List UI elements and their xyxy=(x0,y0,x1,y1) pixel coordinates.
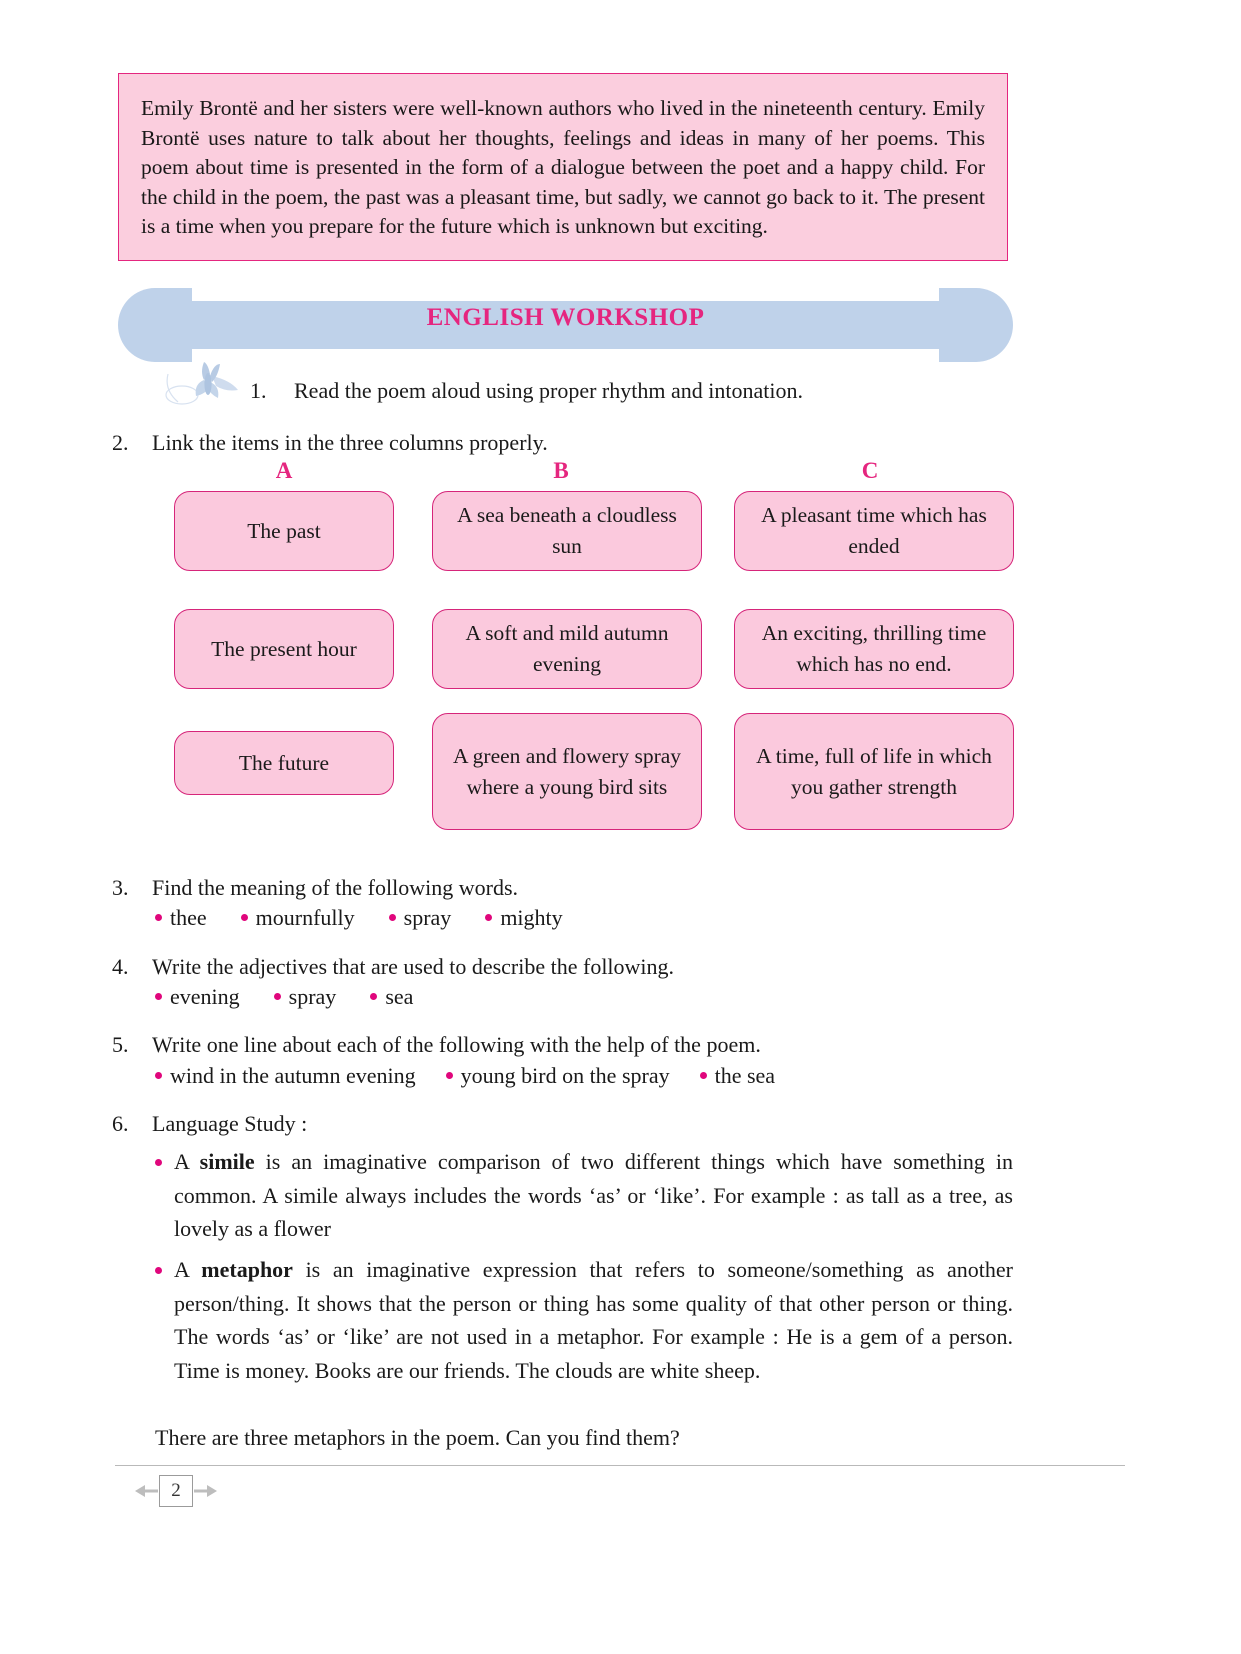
word: young bird on the spray xyxy=(460,1063,670,1088)
matching-column-headers xyxy=(174,458,1012,486)
list-item xyxy=(155,982,240,1012)
question-1 xyxy=(250,376,1010,406)
question-6-text: Language Study : xyxy=(152,1111,308,1136)
list-item xyxy=(155,903,207,933)
page-number-group xyxy=(133,1475,219,1507)
question-5-word-list xyxy=(155,1061,1035,1091)
metaphor-definition xyxy=(155,1253,1013,1387)
metaphor-body: is an imaginative expression that refers to someone/something as another person/thing. It shows that the person or thing has some quality of that other person or thing. The words ‘as’ or ‘like’ are not used in a metaphor. For example : He is a gem of a person. Time is money. Books are our friends. The clouds are white sheep. xyxy=(174,1257,1013,1383)
question-4-text: Write the adjectives that are used to describe the following. xyxy=(152,954,675,979)
intro-callout-box xyxy=(118,73,1008,261)
closing-question: There are three metaphors in the poem. Can you find them? xyxy=(155,1425,680,1450)
intro-paragraph: Emily Brontë and her sisters were well-known authors who lived in the nineteenth century. Emily Brontë uses nature to talk about her thoughts, feelings and ideas in many of her poems. This poem about time is presented in the form of a dialogue between the poet and a happy child. For the child in the poem, the past was a pleasant time, but sadly, we cannot go back to it. The present is a time when you prepare for the future which is unknown but exciting. xyxy=(141,96,985,239)
match-box-b2[interactable]: A soft and mild autumn evening xyxy=(432,609,702,689)
word: evening xyxy=(170,984,240,1009)
match-box-a2[interactable]: The present hour xyxy=(174,609,394,689)
question-3-text: Find the meaning of the following words. xyxy=(152,875,519,900)
bullet-dot-icon xyxy=(155,914,162,921)
bullet-dot-icon xyxy=(700,1072,707,1079)
question-2-text: Link the items in the three columns properly. xyxy=(152,430,548,455)
footer-divider xyxy=(115,1465,1125,1466)
question-5-text: Write one line about each of the following with the help of the poem. xyxy=(152,1032,761,1057)
simile-body: is an imaginative comparison of two different things which have something in common. A simile always includes the words ‘as’ or ‘like’. For example : as tall as a tree, as lovely as a flower xyxy=(174,1149,1013,1241)
question-1-text: Read the poem aloud using proper rhythm and intonation. xyxy=(294,378,803,403)
metaphor-lead: A xyxy=(174,1257,202,1282)
match-box-a3[interactable]: The future xyxy=(174,731,394,795)
column-header-b: B xyxy=(553,458,569,483)
question-5-number: 5. xyxy=(112,1032,129,1057)
bullet-dot-icon xyxy=(155,993,162,1000)
column-header-c: C xyxy=(861,458,879,483)
list-item xyxy=(155,1061,416,1091)
simile-lead: A xyxy=(174,1149,200,1174)
word: mournfully xyxy=(255,905,355,930)
bullet-dot-icon xyxy=(241,914,248,921)
question-4 xyxy=(112,952,1012,982)
metaphor-term: metaphor xyxy=(201,1257,293,1282)
bullet-dot-icon xyxy=(155,1267,162,1274)
question-5 xyxy=(112,1030,1012,1060)
list-item xyxy=(700,1061,775,1091)
question-3-word-list xyxy=(155,903,1015,933)
question-4-word-list xyxy=(155,982,1015,1012)
list-item xyxy=(241,903,355,933)
left-arrow-icon xyxy=(133,1482,159,1500)
list-item xyxy=(485,903,562,933)
matching-grid xyxy=(174,491,1014,841)
page-footer xyxy=(115,1465,1125,1525)
word: spray xyxy=(288,984,337,1009)
word: the sea xyxy=(714,1063,776,1088)
word: spray xyxy=(403,905,452,930)
matching-row xyxy=(174,711,1014,841)
match-box-c2[interactable]: An exciting, thrilling time which has no end. xyxy=(734,609,1014,689)
question-2-number: 2. xyxy=(112,430,129,455)
word: mighty xyxy=(500,905,563,930)
metaphor-definition-text xyxy=(174,1253,1013,1387)
question-3 xyxy=(112,873,1012,903)
word: wind in the autumn evening xyxy=(170,1063,416,1088)
list-item xyxy=(370,982,413,1012)
page-number: 2 xyxy=(159,1475,193,1507)
matching-row xyxy=(174,491,1014,591)
bullet-dot-icon xyxy=(274,993,281,1000)
right-arrow-icon xyxy=(193,1482,219,1500)
english-workshop-banner xyxy=(118,288,1013,362)
question-4-number: 4. xyxy=(112,954,129,979)
question-6 xyxy=(112,1109,1012,1139)
question-3-number: 3. xyxy=(112,875,129,900)
match-box-c1[interactable]: A pleasant time which has ended xyxy=(734,491,1014,571)
word: thee xyxy=(170,905,207,930)
bullet-dot-icon xyxy=(485,914,492,921)
question-2 xyxy=(112,428,1012,458)
bullet-dot-icon xyxy=(370,993,377,1000)
bullet-dot-icon xyxy=(446,1072,453,1079)
word: sea xyxy=(385,984,414,1009)
match-box-a1[interactable]: The past xyxy=(174,491,394,571)
list-item xyxy=(389,903,452,933)
match-box-b3[interactable]: A green and flowery spray where a young bird sits xyxy=(432,713,702,830)
bullet-dot-icon xyxy=(155,1072,162,1079)
matching-row xyxy=(174,591,1014,711)
simile-term: simile xyxy=(199,1149,255,1174)
list-item xyxy=(274,982,337,1012)
question-1-number: 1. xyxy=(250,378,267,403)
match-box-c3[interactable]: A time, full of life in which you gather strength xyxy=(734,713,1014,830)
simile-definition-text xyxy=(174,1145,1013,1246)
bullet-dot-icon xyxy=(155,1159,162,1166)
banner-title: ENGLISH WORKSHOP xyxy=(426,304,705,331)
list-item xyxy=(446,1061,670,1091)
question-6-number: 6. xyxy=(112,1111,129,1136)
match-box-b1[interactable]: A sea beneath a cloudless sun xyxy=(432,491,702,571)
column-header-a: A xyxy=(275,458,293,483)
simile-definition xyxy=(155,1145,1013,1246)
bullet-dot-icon xyxy=(389,914,396,921)
